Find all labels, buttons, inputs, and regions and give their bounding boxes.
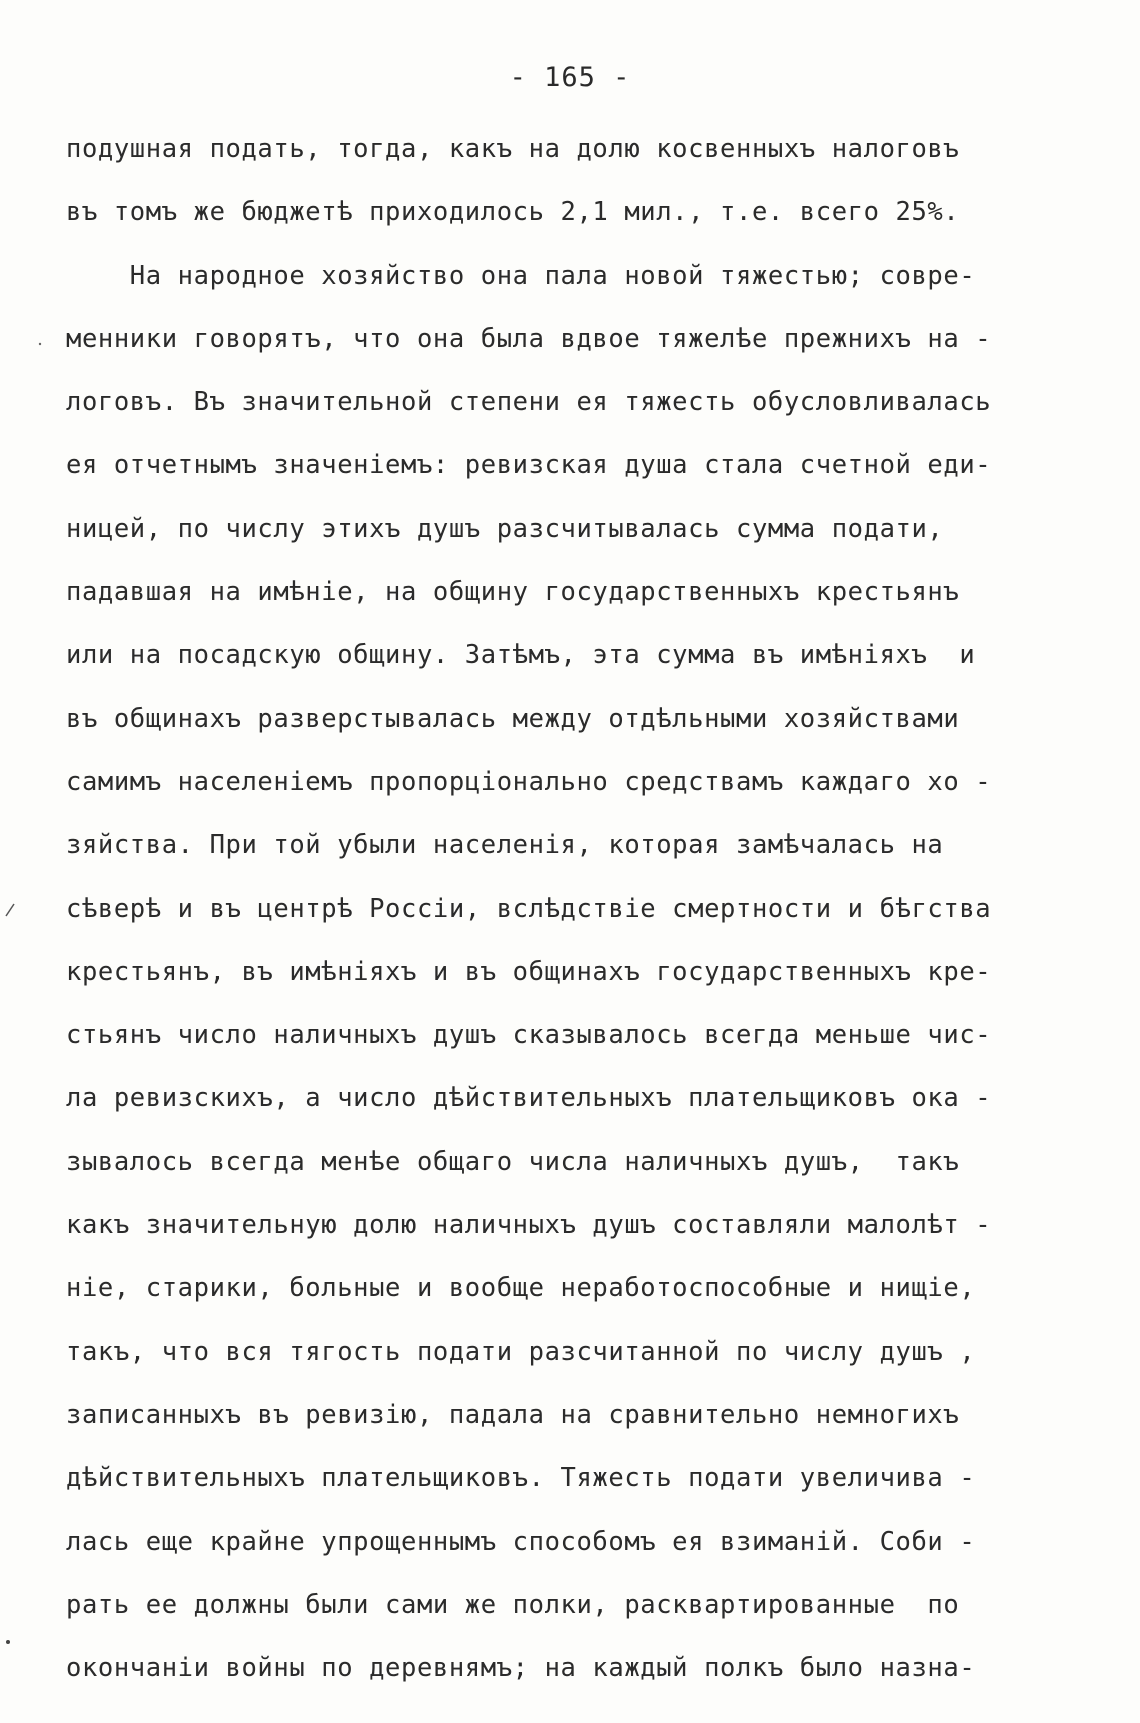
- text-line: менники говорятъ, что она была вдвое тяжелѣе прежнихъ на -: [66, 323, 992, 354]
- stray-dot-mark: [6, 1640, 10, 1644]
- text-line: ла ревизскихъ, а число дѣйствительныхъ плательщиковъ ока -: [66, 1083, 992, 1114]
- text-line: На народное хозяйство она пала новой тяжестью; совре-: [66, 260, 976, 291]
- page-number: - 165 -: [509, 62, 631, 93]
- text-line: дѣйствительныхъ плательщиковъ. Тяжесть подати увеличива -: [66, 1463, 976, 1494]
- text-line: ніе, старики, больные и вообще неработоспособные и нищіе,: [66, 1273, 976, 1304]
- text-line: лась еще крайне упрощеннымъ способомъ ея взиманій. Соби -: [66, 1526, 976, 1557]
- text-line: рать ее должны были сами же полки, расквартированные по: [66, 1589, 960, 1620]
- text-line: въ томъ же бюджетѣ приходилось 2,1 мил., т.е. всего 25%.: [66, 197, 960, 228]
- text-line: логовъ. Въ значительной степени ея тяжесть обусловливалась: [66, 387, 992, 418]
- text-line: подушная подать, тогда, какъ на долю косвенныхъ налоговъ: [66, 134, 960, 164]
- text-line: въ общинахъ разверстывалась между отдѣльными хозяйствами: [66, 703, 960, 734]
- text-line: сѣверѣ и въ центрѣ Россіи, вслѣдствіе смертности и бѣгства: [66, 893, 992, 924]
- text-line: какъ значительную долю наличныхъ душъ составляли малолѣт -: [66, 1210, 992, 1241]
- text-line: самимъ населеніемъ пропорціонально средствамъ каждаго хо -: [66, 766, 992, 797]
- text-line: записанныхъ въ ревизію, падала на сравнительно немногихъ: [66, 1399, 960, 1430]
- stray-dot-mark: [39, 343, 41, 345]
- text-line: окончаніи войны по деревнямъ; на каждый полкъ было назна-: [66, 1653, 976, 1684]
- text-line: или на посадскую общину. Затѣмъ, эта сумма въ имѣніяхъ и: [66, 640, 976, 671]
- text-line: падавшая на имѣніе, на общину государственныхъ крестьянъ: [66, 577, 960, 608]
- text-line: такъ, что вся тягость подати разсчитанной по числу душъ ,: [66, 1336, 976, 1367]
- text-line: стьянъ число наличныхъ душъ сказывалось всегда меньше чис-: [66, 1020, 992, 1051]
- text-line: ея отчетнымъ значеніемъ: ревизская душа стала счетной еди-: [66, 450, 992, 481]
- stray-tick-mark: [6, 904, 14, 916]
- text-line: зывалось всегда менѣе общаго числа наличныхъ душъ, такъ: [66, 1146, 960, 1177]
- text-line: крестьянъ, въ имѣніяхъ и въ общинахъ государственныхъ кре-: [66, 956, 992, 987]
- text-line: ницей, по числу этихъ душъ разсчитывалась сумма подати,: [66, 513, 944, 544]
- text-line: зяйства. При той убыли населенія, которая замѣчалась на: [66, 830, 944, 861]
- body-text: [66, 118, 1076, 1700]
